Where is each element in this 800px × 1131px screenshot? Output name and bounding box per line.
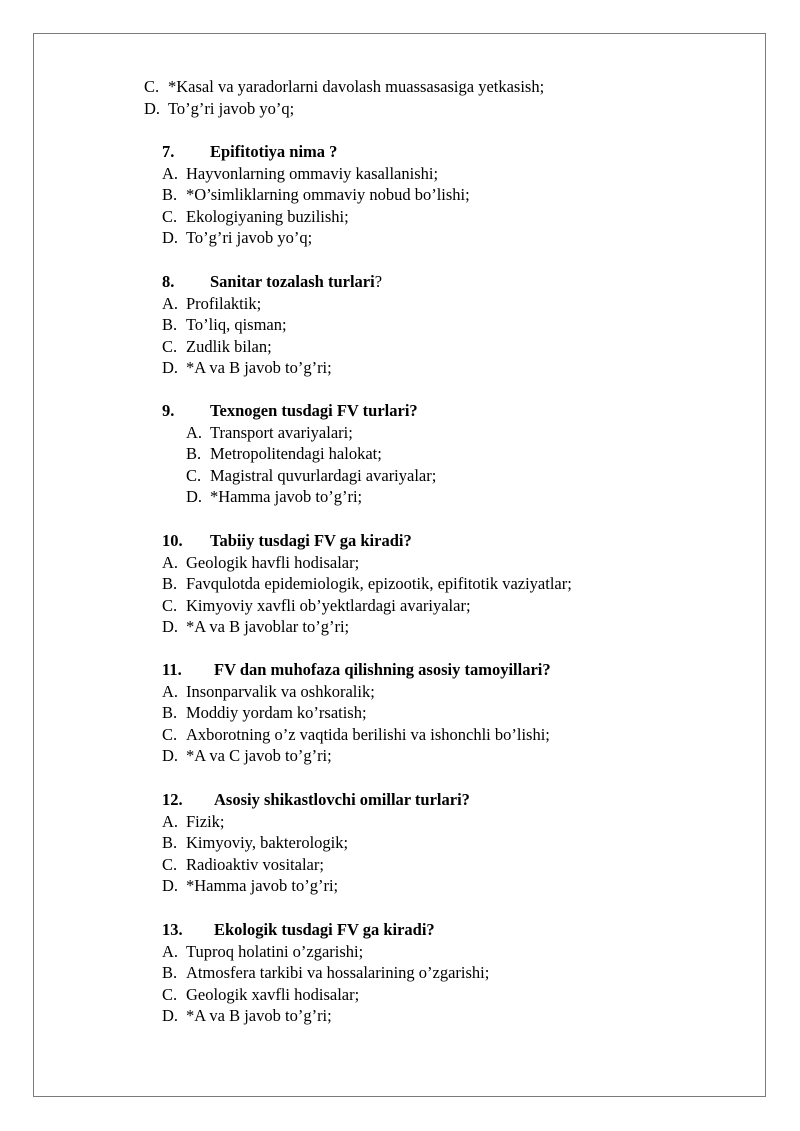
- option-letter: B.: [162, 574, 178, 594]
- option-text: Transport avariyalari;: [210, 422, 353, 442]
- q7-option-c: [162, 206, 349, 228]
- option-letter: B.: [162, 833, 178, 853]
- q10-option-a: [162, 552, 359, 574]
- option-letter: A.: [162, 552, 179, 572]
- q11-option-b: [162, 702, 367, 724]
- option-text: To’g’ri javob yo’q;: [186, 228, 313, 248]
- option-text: *A va B javoblar to’g’ri;: [186, 617, 350, 637]
- q10-option-d: [162, 616, 349, 638]
- option-letter: A.: [162, 941, 179, 961]
- q12-option-a: [162, 811, 225, 833]
- q11-option-d: [162, 745, 332, 767]
- option-letter: A.: [186, 422, 203, 442]
- question-mark: ?: [374, 272, 383, 291]
- question-title-10: [162, 530, 762, 552]
- q12-option-c: [162, 854, 324, 876]
- question-number: 9.: [162, 401, 175, 420]
- question-number: 13.: [162, 920, 183, 939]
- option-letter: C.: [162, 854, 178, 874]
- q9-option-a: [186, 422, 353, 444]
- option-letter: D.: [162, 1006, 179, 1026]
- option-letter: A.: [162, 293, 179, 313]
- leading-option-2: [144, 98, 294, 120]
- q12-option-b: [162, 832, 348, 854]
- option-letter: A.: [162, 681, 179, 701]
- option-text: Zudlik bilan;: [186, 336, 272, 356]
- option-letter: D.: [186, 487, 203, 507]
- q9-option-c: [186, 465, 436, 487]
- q13-option-d: [162, 1005, 332, 1027]
- option-letter: C.: [162, 206, 178, 226]
- question-number: 7.: [162, 142, 175, 161]
- option-text: Ekologiyaning buzilishi;: [186, 206, 349, 226]
- q8-option-a: [162, 293, 261, 315]
- question-title-8: [162, 271, 762, 293]
- option-letter: D.: [162, 876, 179, 896]
- option-letter: A.: [162, 163, 179, 183]
- option-text: Favqulotda epidemiologik, epizootik, epifitotik vaziyatlar;: [186, 574, 572, 594]
- option-text: *A va B javob to’g’ri;: [186, 358, 332, 378]
- option-text: *Hamma javob to’g’ri;: [210, 487, 363, 507]
- option-letter: B.: [162, 963, 178, 983]
- q8-option-d: [162, 357, 332, 379]
- question-title-9: [162, 400, 762, 422]
- leading-option-1: [144, 76, 544, 98]
- option-text: *O’simliklarning ommaviy nobud bo’lishi;: [186, 185, 470, 205]
- option-letter: B.: [162, 315, 178, 335]
- q7-option-d: [162, 227, 312, 249]
- option-letter: C.: [144, 77, 160, 96]
- option-text: Metropolitendagi halokat;: [210, 444, 382, 464]
- option-text: Atmosfera tarkibi va hossalarining o’zgarishi;: [186, 963, 490, 983]
- q10-option-c: [162, 595, 471, 617]
- option-letter: C.: [162, 724, 178, 744]
- q10-option-b: [162, 573, 572, 595]
- question-text: Asosiy shikastlovchi omillar turlari?: [214, 790, 470, 809]
- question-number: 12.: [162, 790, 183, 809]
- option-letter: D.: [162, 228, 179, 248]
- option-text: Kimyoviy, bakterologik;: [186, 833, 349, 853]
- q7-option-b: [162, 184, 470, 206]
- option-text: Moddiy yordam ko’rsatish;: [186, 703, 367, 723]
- q11-option-a: [162, 681, 375, 703]
- option-letter: D.: [144, 98, 161, 118]
- q12-option-d: [162, 875, 338, 897]
- option-text: Fizik;: [186, 811, 225, 831]
- question-text: Ekologik tusdagi FV ga kiradi?: [214, 920, 435, 939]
- question-title-7: [162, 141, 762, 163]
- option-text: To’g’ri javob yo’q;: [168, 98, 295, 118]
- q8-option-b: [162, 314, 287, 336]
- option-text: Profilaktik;: [186, 293, 262, 313]
- q7-option-a: [162, 163, 438, 185]
- question-text: FV dan muhofaza qilishning asosiy tamoyillari?: [214, 660, 551, 679]
- q9-option-b: [186, 443, 382, 465]
- q13-option-b: [162, 962, 489, 984]
- option-letter: C.: [162, 595, 178, 615]
- option-text: Magistral quvurlardagi avariyalar;: [210, 465, 437, 485]
- option-letter: C.: [186, 465, 202, 485]
- question-text: Epifitotiya nima ?: [210, 142, 338, 161]
- option-letter: D.: [162, 746, 179, 766]
- question-title-12: [162, 789, 762, 811]
- option-text: *Kasal va yaradorlarni davolash muassasasiga yetkasish;: [168, 77, 545, 96]
- option-text: Tuproq holatini o’zgarishi;: [186, 941, 364, 961]
- question-text: Texnogen tusdagi FV turlari?: [210, 401, 418, 420]
- option-letter: B.: [162, 185, 178, 205]
- q9-option-d: [186, 486, 362, 508]
- option-text: *A va B javob to’g’ri;: [186, 1006, 332, 1026]
- question-number: 11.: [162, 660, 182, 679]
- option-text: *A va C javob to’g’ri;: [186, 746, 332, 766]
- question-title-11: [162, 659, 762, 681]
- option-letter: B.: [186, 444, 202, 464]
- option-letter: D.: [162, 617, 179, 637]
- option-text: Kimyoviy xavfli ob’yektlardagi avariyalar;: [186, 595, 471, 615]
- option-text: Axborotning o’z vaqtida berilishi va ishonchli bo’lishi;: [186, 724, 550, 744]
- question-number: 10.: [162, 531, 183, 550]
- option-text: Insonparvalik va oshkoralik;: [186, 681, 375, 701]
- q13-option-a: [162, 941, 363, 963]
- option-text: To’liq, qisman;: [186, 315, 287, 335]
- option-letter: B.: [162, 703, 178, 723]
- option-letter: C.: [162, 336, 178, 356]
- option-text: Geologik xavfli hodisalar;: [186, 984, 360, 1004]
- option-letter: D.: [162, 358, 179, 378]
- question-text: Sanitar tozalash turlari?: [210, 272, 383, 291]
- q8-option-c: [162, 336, 272, 358]
- question-number: 8.: [162, 272, 175, 291]
- question-text: Tabiiy tusdagi FV ga kiradi?: [210, 531, 412, 550]
- option-letter: C.: [162, 984, 178, 1004]
- option-text: Radioaktiv vositalar;: [186, 854, 324, 874]
- option-text: Geologik havfli hodisalar;: [186, 552, 360, 572]
- option-text: Hayvonlarning ommaviy kasallanishi;: [186, 163, 439, 183]
- q13-option-c: [162, 984, 359, 1006]
- option-letter: A.: [162, 811, 179, 831]
- option-text: *Hamma javob to’g’ri;: [186, 876, 339, 896]
- q11-option-c: [162, 724, 550, 746]
- question-title-13: [162, 919, 762, 941]
